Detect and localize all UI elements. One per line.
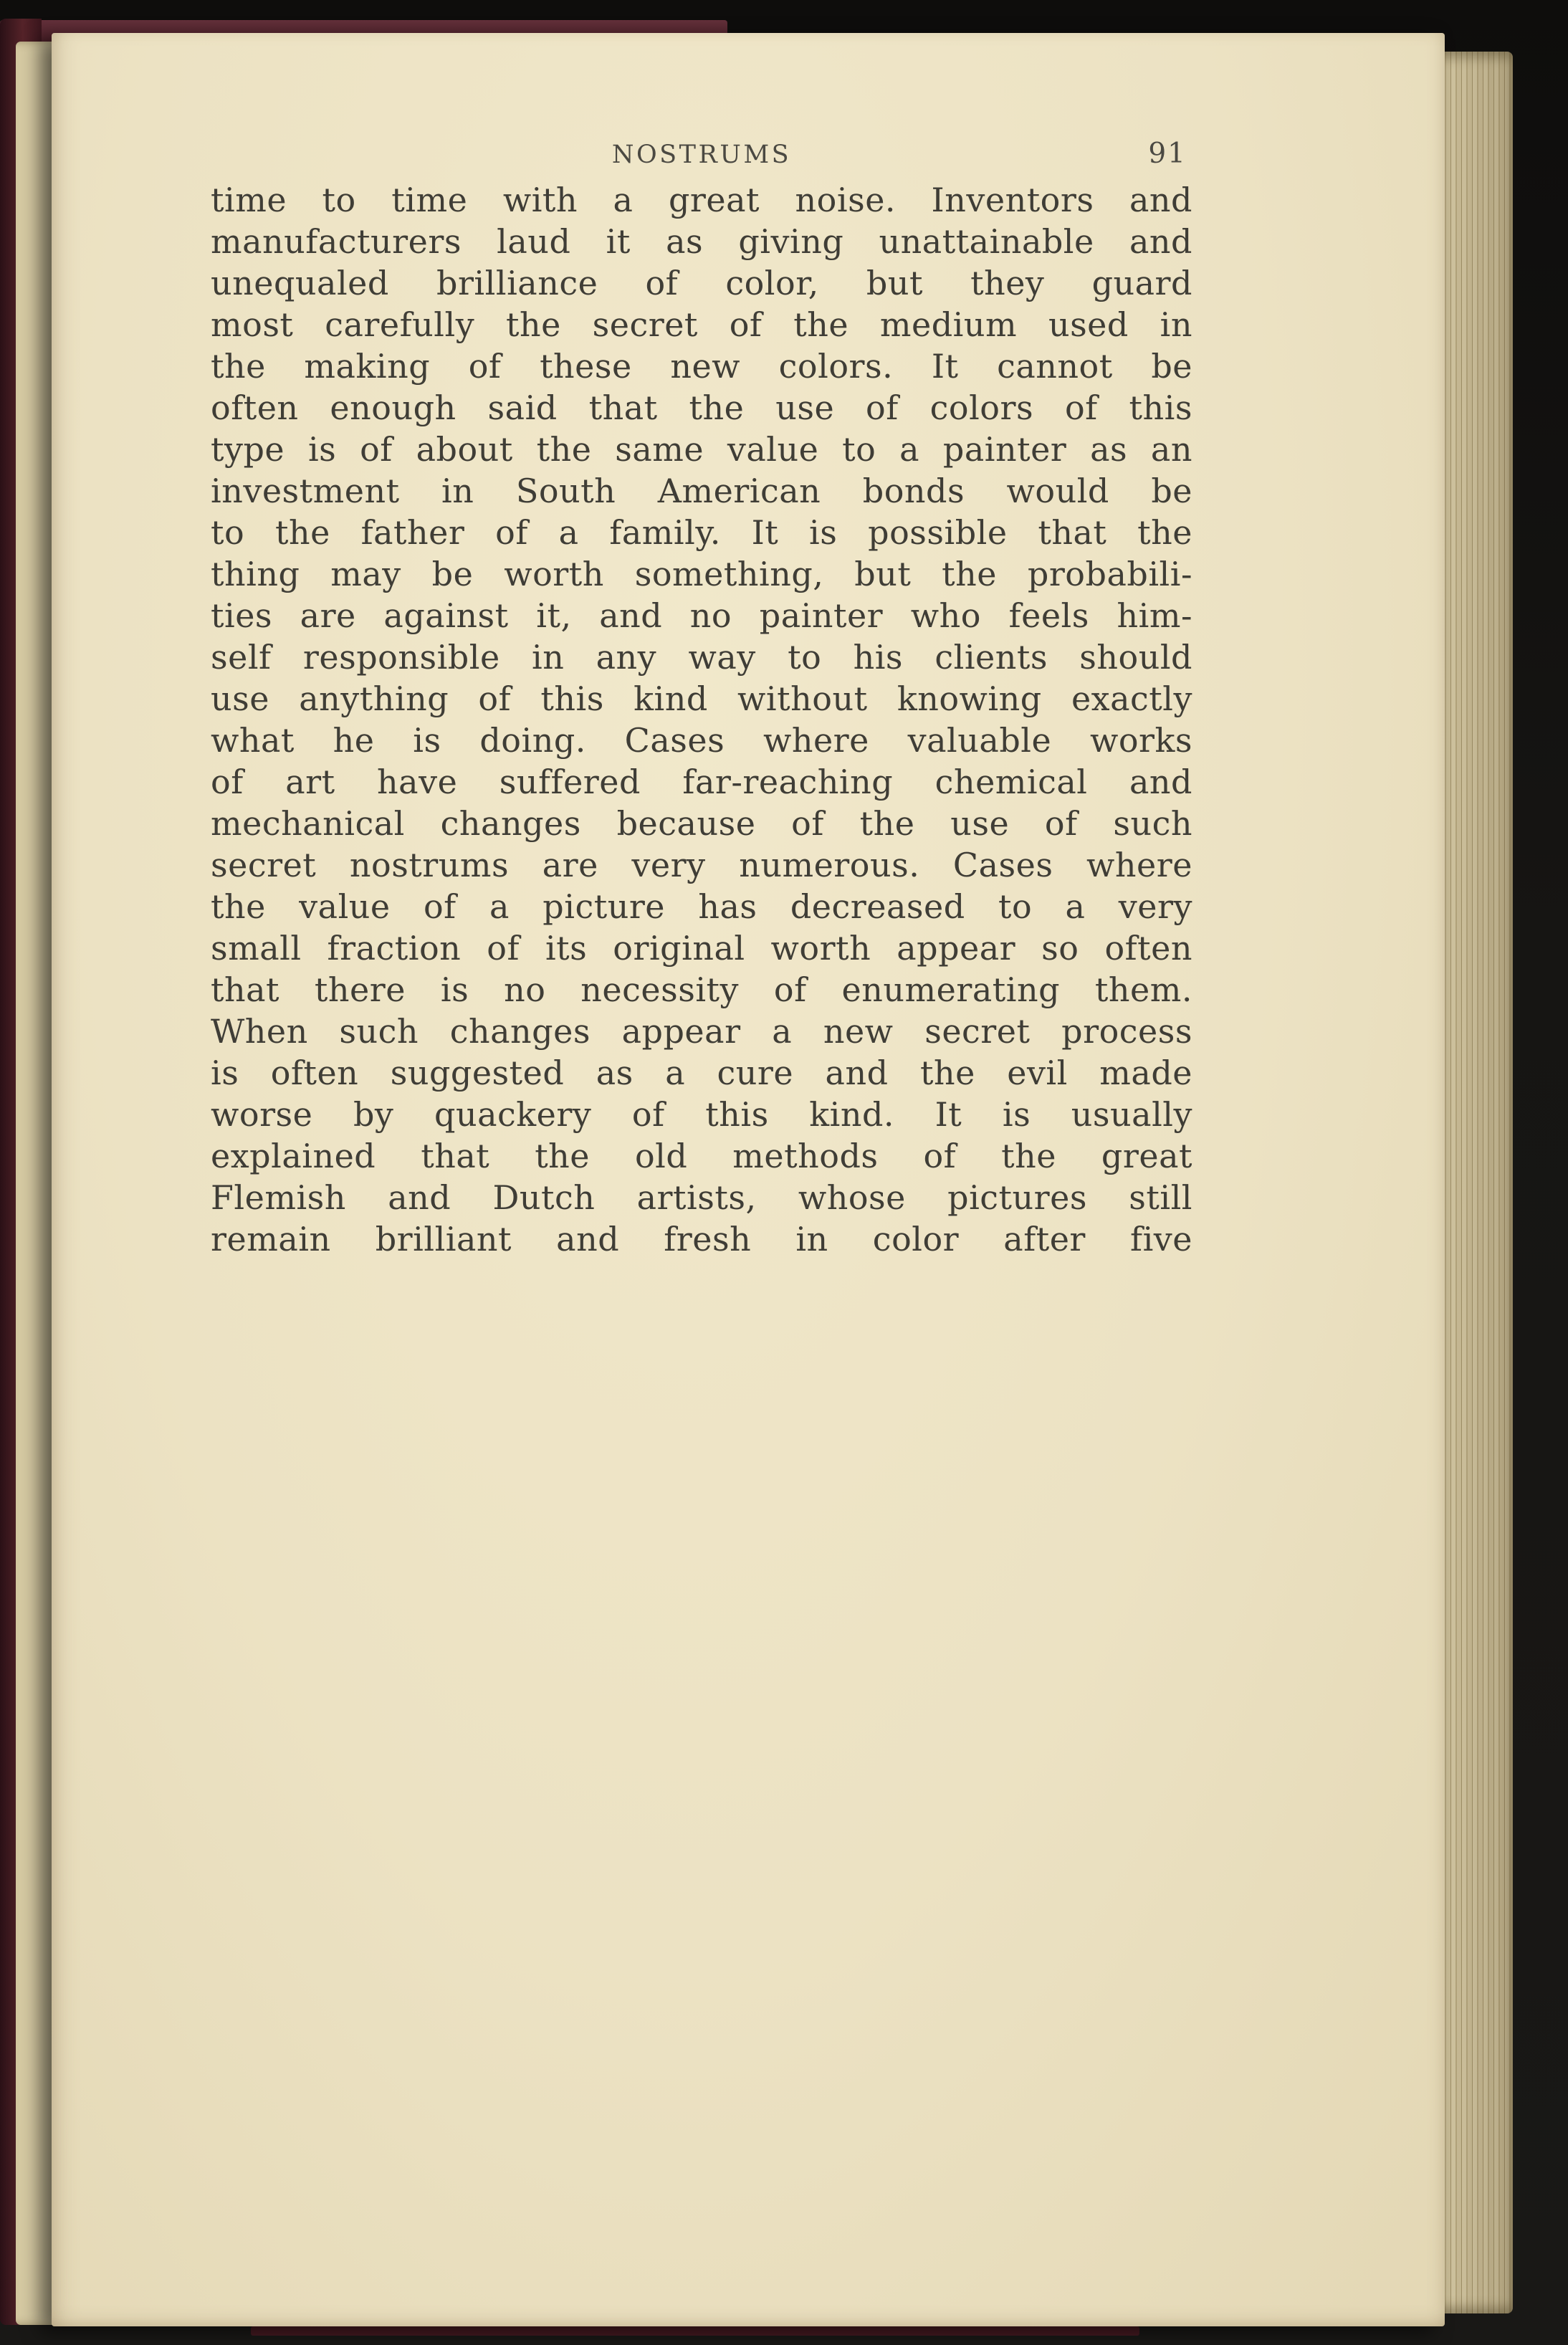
text-line: of art have suffered far-reaching chemical and [211, 763, 1192, 801]
book-cover-edge-bottom [251, 2326, 1139, 2336]
text-line: ties are against it, and no painter who feels him- [211, 596, 1192, 635]
text-line: is often suggested as a cure and the evil made [211, 1054, 1192, 1092]
page-body [211, 179, 1192, 1260]
text-line: the value of a picture has decreased to a very [211, 887, 1192, 926]
text-line: to the father of a family. It is possible that the [211, 513, 1192, 552]
text-line: often enough said that the use of colors of this [211, 388, 1192, 427]
book-page [52, 33, 1445, 2326]
page-header [211, 135, 1192, 181]
text-line: self responsible in any way to his clients should [211, 638, 1192, 677]
text-line: the making of these new colors. It cannot be [211, 347, 1192, 386]
text-line: secret nostrums are very numerous. Cases where [211, 846, 1192, 884]
text-line: time to time with a great noise. Inventors and [211, 181, 1192, 219]
text-line: investment in South American bonds would be [211, 472, 1192, 510]
text-line: explained that the old methods of the great [211, 1137, 1192, 1175]
page-number: 91 [1148, 138, 1187, 170]
text-line: worse by quackery of this kind. It is usually [211, 1095, 1192, 1134]
text-line: thing may be worth something, but the probabili- [211, 555, 1192, 593]
text-line: unequaled brilliance of color, but they guard [211, 264, 1192, 302]
text-line: type is of about the same value to a painter as an [211, 430, 1192, 469]
text-line: use anything of this kind without knowing exactly [211, 679, 1192, 718]
text-line: that there is no necessity of enumerating them. [211, 970, 1192, 1009]
text-line: manufacturers laud it as giving unattainable and [211, 222, 1192, 261]
text-line: most carefully the secret of the medium used in [211, 305, 1192, 344]
text-line: mechanical changes because of the use of such [211, 804, 1192, 843]
text-line: When such changes appear a new secret process [211, 1012, 1192, 1051]
text-line: what he is doing. Cases where valuable works [211, 721, 1192, 760]
text-line: remain brilliant and fresh in color after five [211, 1220, 1192, 1259]
text-line: small fraction of its original worth appear so often [211, 929, 1192, 968]
text-line: Flemish and Dutch artists, whose pictures still [211, 1178, 1192, 1217]
running-title: NOSTRUMS [611, 140, 792, 169]
